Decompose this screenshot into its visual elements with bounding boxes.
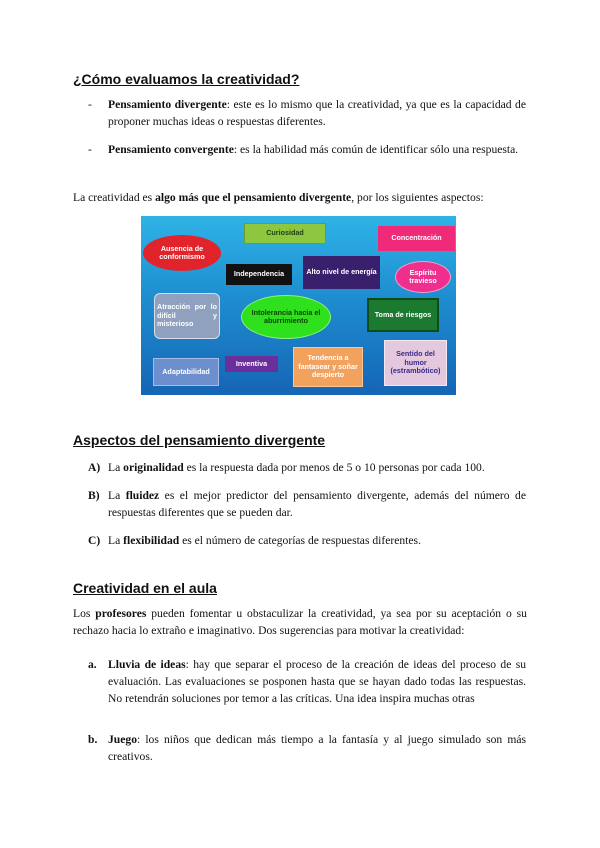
list-marker: A) xyxy=(88,461,101,474)
list-marker: a. xyxy=(88,658,97,671)
definition-divergent: : este es lo mismo que la creatividad, ya que es la capacidad de proponer muchas ideas o respuestas diferentes. xyxy=(108,98,527,128)
shape-independencia: Independencia xyxy=(226,264,292,285)
term-juego: Juego xyxy=(108,733,137,746)
definition-convergent: : es la habilidad más común de identificar sólo una respuesta. xyxy=(233,143,519,156)
definition-fluidez: es el mejor predictor del pensamiento divergente, además del número de respuestas diferentes que se pueden dar. xyxy=(108,489,526,519)
item-prefix: La xyxy=(108,461,124,474)
list-item-flexibilidad xyxy=(108,532,526,549)
shape-sentido-humor: Sentido del humor (estrambótico) xyxy=(384,340,447,386)
intro-emphasis: algo más que el pensamiento divergente xyxy=(155,191,352,204)
classroom-text-end: pueden fomentar u obstaculizar la creatividad, ya sea por su aceptación o su rechazo hacia lo extraño e imaginativo. Dos sugerencias para motivar la creatividad: xyxy=(73,607,527,637)
shape-concentracion: Concentración xyxy=(378,226,455,251)
definition-flexibilidad: es el número de categorías de respuestas diferentes. xyxy=(179,534,421,547)
classroom-paragraph xyxy=(73,605,527,639)
shape-tendencia-fantasear: Tendencia a fantasear y soñar despierto xyxy=(293,347,363,387)
creativity-aspects-diagram xyxy=(141,216,456,395)
definition-lluvia-ideas: : hay que separar el proceso de la creación de ideas del proceso de su evaluación. Las evaluaciones se posponen hasta que se hayan dado todas las respuestas. No retendrán soluciones por temor a las críticas. Una idea inspira muchas otras xyxy=(108,658,526,705)
list-item-convergent xyxy=(108,141,526,158)
bullet-marker: - xyxy=(88,143,92,156)
list-item-divergent xyxy=(108,96,526,130)
intro-paragraph xyxy=(73,189,533,206)
list-marker: C) xyxy=(88,534,101,547)
intro-text-end: , por los siguientes aspectos: xyxy=(351,191,484,204)
shape-curiosidad: Curiosidad xyxy=(244,223,326,244)
bullet-marker: - xyxy=(88,98,92,111)
shape-intolerancia-aburrimiento: Intolerancia hacia el aburrimiento xyxy=(241,295,331,339)
shape-atraccion-dificil: Atracción por lo difícil y misterioso xyxy=(154,293,220,339)
shape-alto-nivel-energia: Alto nivel de energía xyxy=(303,256,380,289)
list-item-originalidad xyxy=(108,459,526,476)
item-prefix: La xyxy=(108,489,126,502)
term-fluidez: fluidez xyxy=(125,489,160,502)
list-marker: B) xyxy=(88,489,100,502)
section-title-classroom: Creatividad en el aula xyxy=(73,580,217,596)
classroom-emphasis: profesores xyxy=(95,607,147,620)
shape-espiritu-travieso: Espíritu travieso xyxy=(395,261,451,293)
classroom-text: Los xyxy=(73,607,96,620)
term-originalidad: originalidad xyxy=(123,461,184,474)
term-divergent: Pensamiento divergente xyxy=(108,98,227,111)
shape-ausencia-conformismo: Ausencia de conformismo xyxy=(143,235,221,271)
definition-juego: : los niños que dedican más tiempo a la fantasía y al juego simulado son más creativos. xyxy=(108,733,526,763)
shape-toma-riesgos: Toma de riesgos xyxy=(367,298,439,332)
shape-adaptabilidad: Adaptabilidad xyxy=(153,358,219,386)
item-prefix: La xyxy=(108,534,124,547)
term-flexibilidad: flexibilidad xyxy=(123,534,180,547)
list-marker: b. xyxy=(88,733,98,746)
list-item-fluidez xyxy=(108,487,526,521)
section-title-evaluation: ¿Cómo evaluamos la creatividad? xyxy=(73,71,300,87)
term-convergent: Pensamiento convergente xyxy=(108,143,234,156)
intro-text: La creatividad es xyxy=(73,191,156,204)
list-item-juego xyxy=(108,731,526,765)
section-title-divergent-aspects: Aspectos del pensamiento divergente xyxy=(73,432,326,448)
shape-inventiva: Inventiva xyxy=(225,356,278,372)
definition-originalidad: es la respuesta dada por menos de 5 o 10 personas por cada 100. xyxy=(183,461,485,474)
list-item-lluvia-ideas xyxy=(108,656,526,707)
term-lluvia-ideas: Lluvia de ideas xyxy=(108,658,186,671)
